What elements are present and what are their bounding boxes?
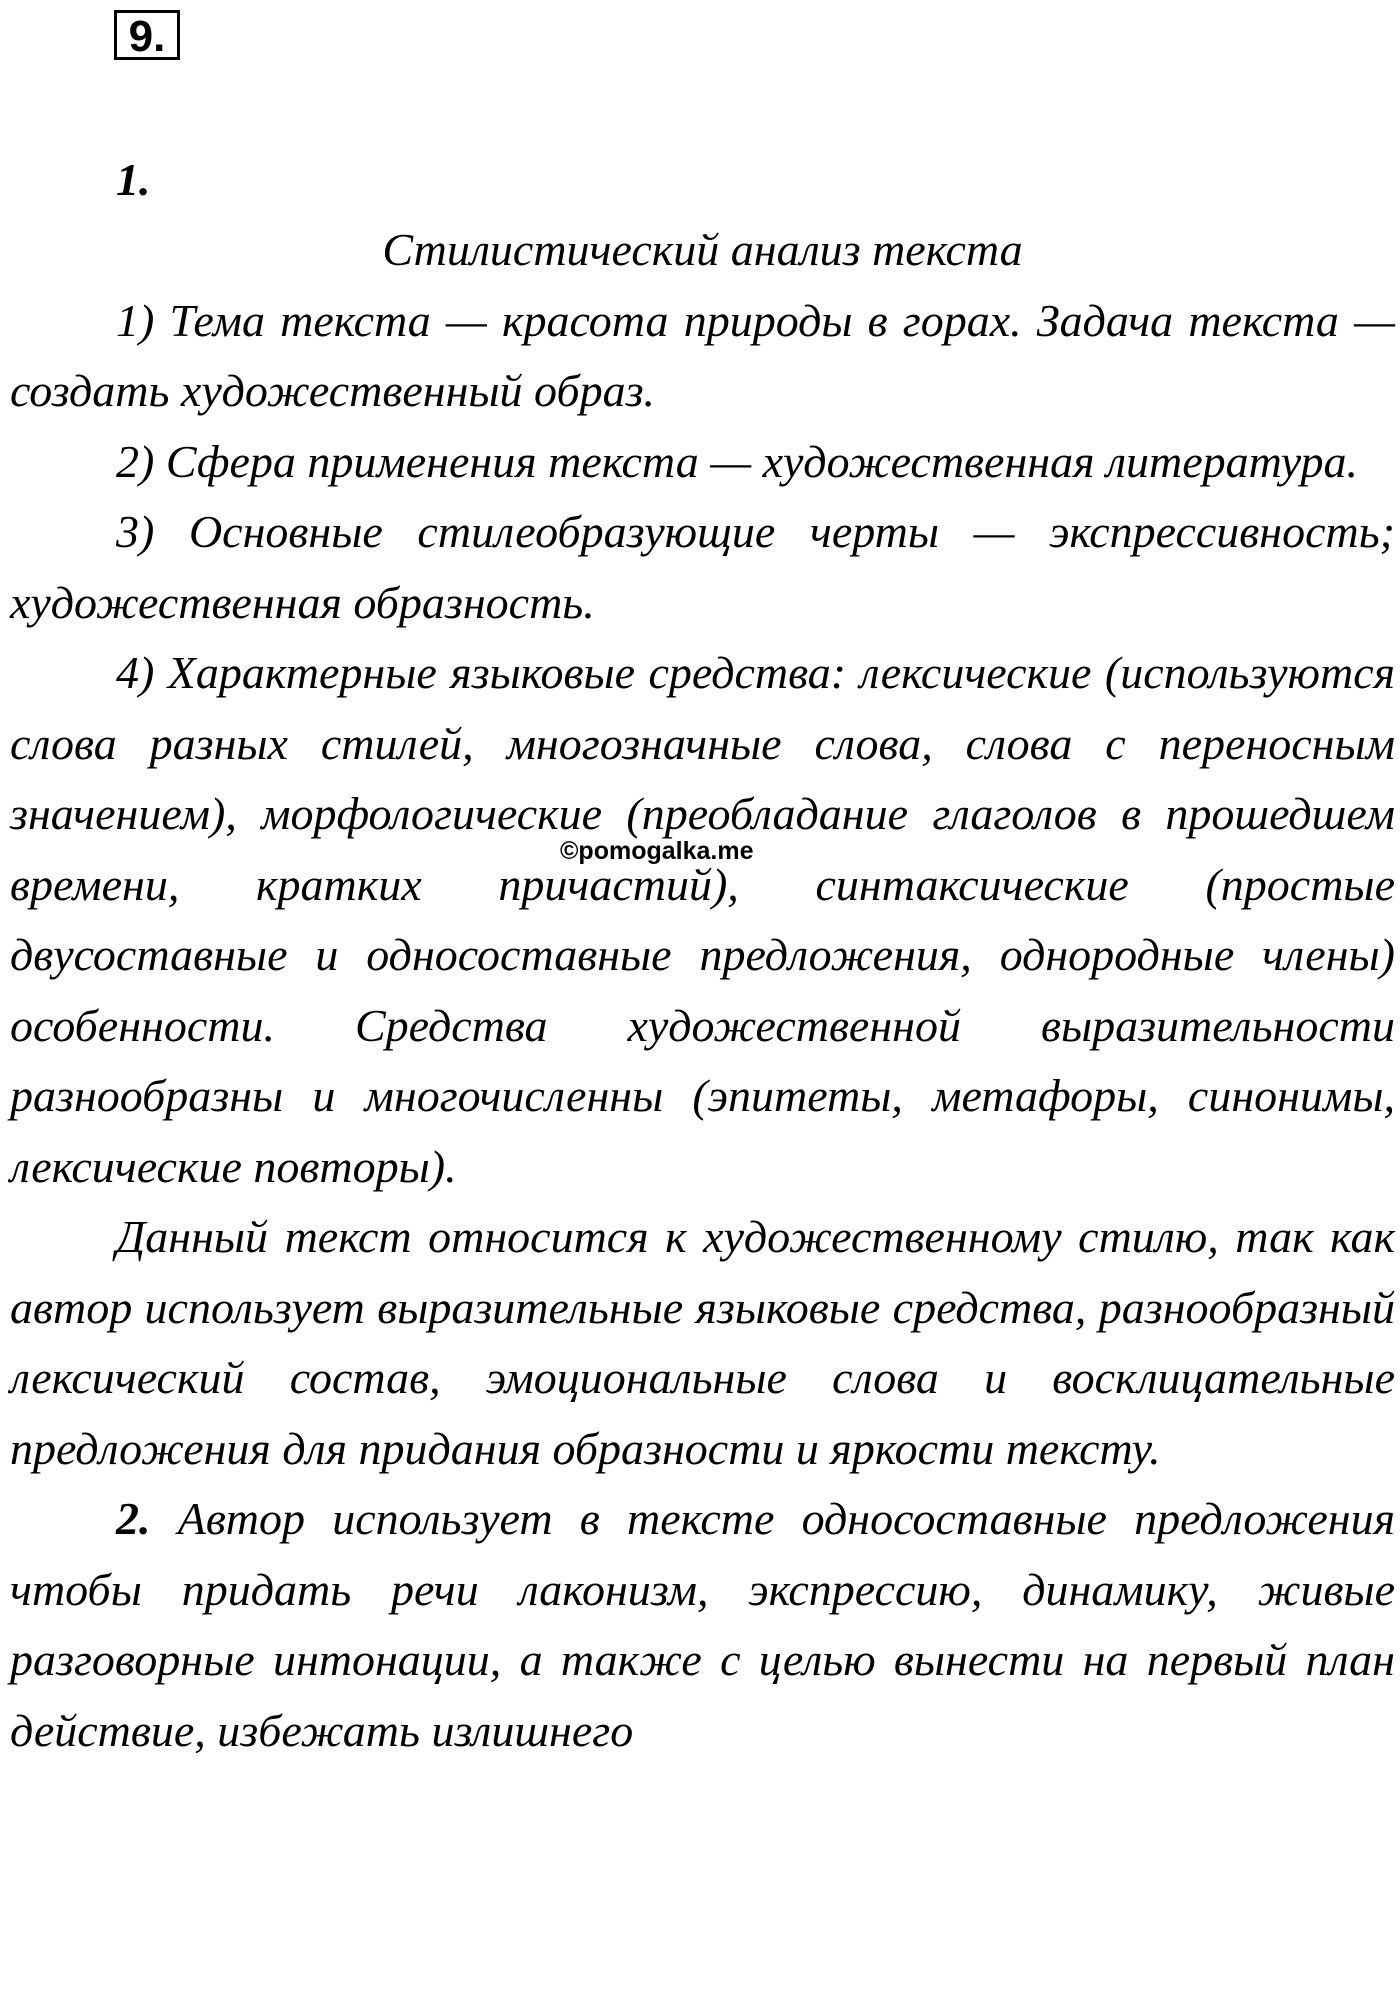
paragraph-topic: 1) Тема текста — красота природы в горах. Задача текста — создать художественный образ. xyxy=(10,294,1395,416)
text-body xyxy=(10,215,1395,1766)
section-heading: Стилистический анализ текста xyxy=(382,224,1023,275)
part-2-number: 2. xyxy=(116,1493,151,1544)
paragraph-part-2 xyxy=(10,1484,1395,1766)
task-number-box: 9. xyxy=(114,10,180,60)
part-2-text: Автор использует в тексте односоставные предложения чтобы придать речи лаконизм, экспрессию, динамику, живые разговорные интонации, а также с целью вынести на первый план действие, избежать излишнего xyxy=(10,1493,1395,1756)
paragraph-style-features: 3) Основные стилеобразующие черты — экспрессивность; художественная образность. xyxy=(10,506,1395,628)
watermark: ©pomogalka.me xyxy=(560,837,754,865)
paragraph-language-means: 4) Характерные языковые средства: лексические (используются слова разных стилей, многозначные слова, слова с переносным значением), морфологические (преобладание глаголов в прошедшем времени, кратких причастий), синтаксические (простые двусоставные и односоставные предложения, однородные члены) особенности. Средства художественной выразительности разнообразны и многочисленны (эпитеты, метафоры, синонимы, лексические повторы). xyxy=(10,647,1395,1192)
paragraph-conclusion: Данный текст относится к художественному стилю, так как автор использует выразительные языковые средства, разнообразный лексический состав, эмоциональные слова и восклицательные предложения для придания образности и яркости тексту. xyxy=(10,1211,1395,1474)
part-1-number: 1. xyxy=(116,154,151,205)
paragraph-sphere: 2) Сфера применения текста — художественная литература. xyxy=(116,435,1359,487)
